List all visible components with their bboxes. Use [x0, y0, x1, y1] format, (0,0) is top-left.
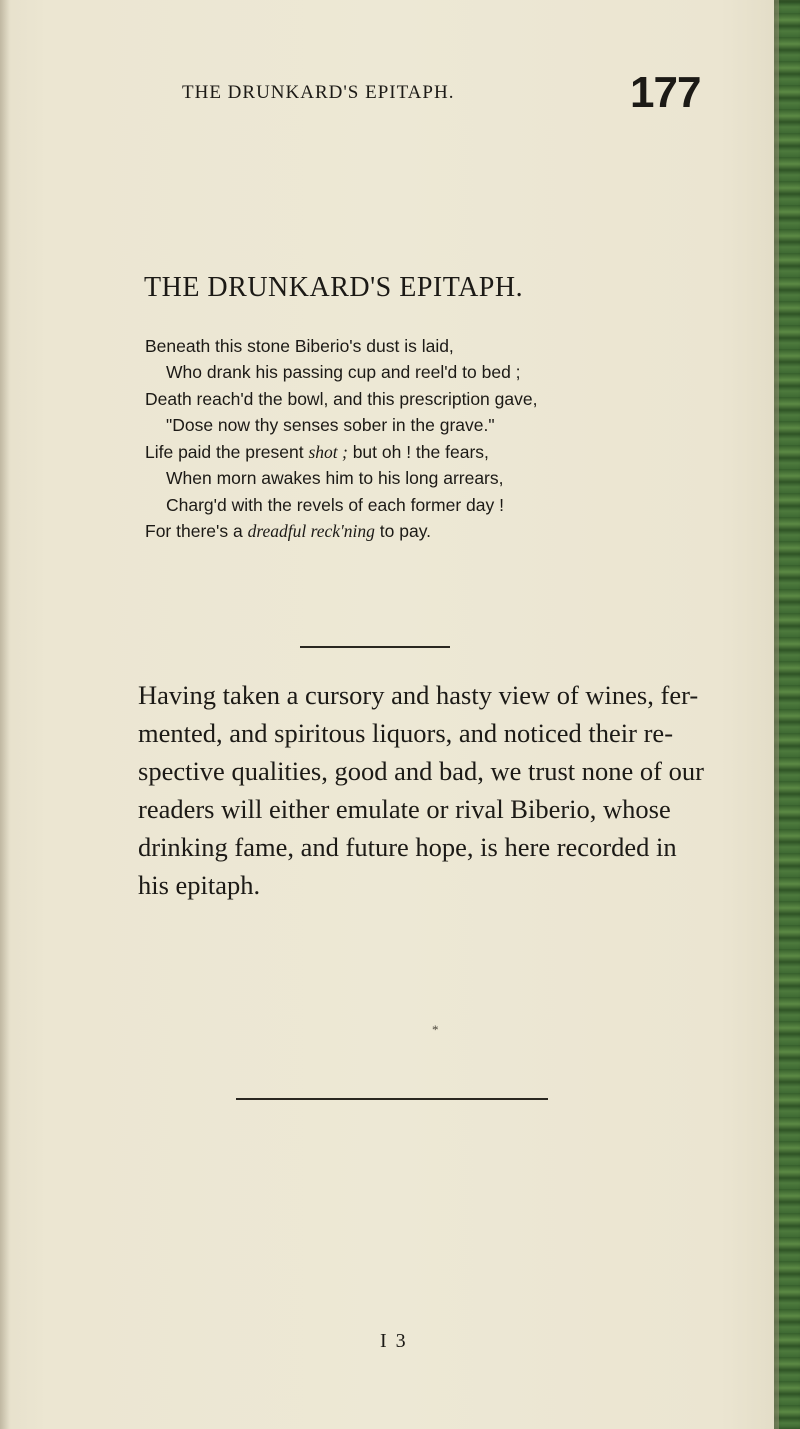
- poem-line: Who drank his passing cup and reel'd to bed ;: [166, 362, 521, 382]
- prose-line: drinking fame, and future hope, is here recorded in: [138, 832, 677, 862]
- italic-phrase: dreadful reck'ning: [247, 521, 375, 541]
- binding-edge: [774, 0, 800, 1429]
- prose-line: spective qualities, good and bad, we trust none of our: [138, 756, 704, 786]
- poem-text: For there's a: [145, 521, 248, 541]
- poem-text: Life paid the present: [145, 442, 309, 462]
- stray-mark: *: [432, 1022, 439, 1037]
- poem-text: to pay.: [374, 521, 432, 541]
- section-divider: [300, 646, 450, 648]
- poem-line: "Dose now thy senses sober in the grave.": [166, 415, 495, 435]
- poem-text: but oh ! the fears,: [347, 442, 489, 462]
- poem-title: THE DRUNKARD'S EPITAPH.: [144, 272, 524, 303]
- prose-paragraph: [138, 676, 704, 904]
- prose-line: readers will either emulate or rival Biberio, whose: [138, 794, 671, 824]
- italic-word: shot ;: [308, 442, 348, 462]
- poem-line: [145, 442, 489, 462]
- page-number: 177: [630, 68, 701, 117]
- prose-line: Having taken a cursory and hasty view of wines, fer-: [138, 680, 699, 710]
- poem-line: When morn awakes him to his long arrears,: [166, 468, 504, 488]
- running-head: THE DRUNKARD'S EPITAPH.: [182, 82, 455, 103]
- poem-line: Charg'd with the revels of each former day !: [166, 495, 504, 515]
- poem-line: Beneath this stone Biberio's dust is laid,: [145, 336, 454, 356]
- signature-mark: I 3: [380, 1330, 408, 1352]
- prose-line: mented, and spiritous liquors, and noticed their re-: [138, 718, 674, 748]
- prose-line: his epitaph.: [138, 870, 261, 900]
- poem-line: [145, 521, 431, 541]
- gutter-shadow: [0, 0, 10, 1429]
- end-rule: [236, 1098, 548, 1100]
- poem-line: Death reach'd the bowl, and this prescription gave,: [145, 389, 538, 409]
